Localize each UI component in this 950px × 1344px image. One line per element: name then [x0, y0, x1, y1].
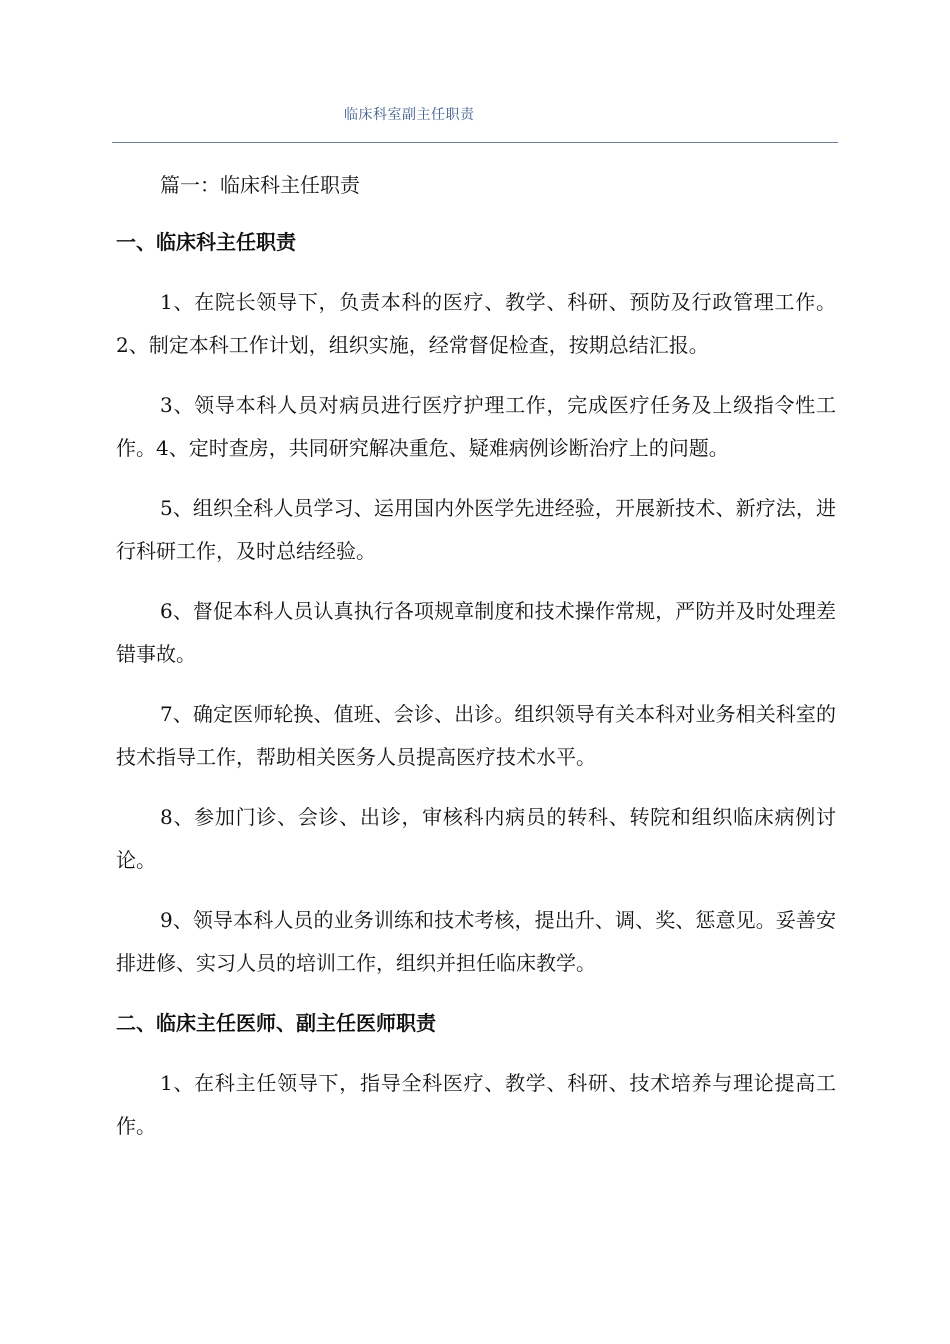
paragraph: 7、确定医师轮换、值班、会诊、出诊。组织领导有关本科对业务相关科室的技术指导工作，帮助相关医务人员提高医疗技术水平。: [116, 702, 836, 769]
header-divider: [112, 142, 838, 143]
section-heading-2: 二、临床主任医师、副主任医师职责: [116, 1011, 436, 1035]
paragraph: 5、组织全科人员学习、运用国内外医学先进经验，开展新技术、新疗法，进行科研工作，及时总结经验。: [116, 496, 836, 563]
paragraph: 1、在院长领导下，负责本科的医疗、教学、科研、预防及行政管理工作。2、制定本科工作计划，组织实施，经常督促检查，按期总结汇报。: [116, 290, 836, 357]
paragraph: 9、领导本科人员的业务训练和技术考核，提出升、调、奖、惩意见。妥善安排进修、实习人员的培训工作，组织并担任临床教学。: [116, 908, 836, 975]
running-header: 临床科室副主任职责: [344, 107, 475, 123]
paragraph: 1、在科主任领导下，指导全科医疗、教学、科研、技术培养与理论提高工作。: [116, 1071, 836, 1138]
paragraph: 8、参加门诊、会诊、出诊，审核科内病员的转科、转院和组织临床病例讨论。: [116, 805, 836, 872]
part-title: 篇一：临床科主任职责: [160, 173, 360, 197]
paragraph: 6、督促本科人员认真执行各项规章制度和技术操作常规，严防并及时处理差错事故。: [116, 599, 836, 666]
section-heading-1: 一、临床科主任职责: [116, 230, 296, 254]
document-body: [116, 164, 836, 1165]
paragraph: 3、领导本科人员对病员进行医疗护理工作，完成医疗任务及上级指令性工作。4、定时查房，共同研究解决重危、疑难病例诊断治疗上的问题。: [116, 393, 836, 460]
